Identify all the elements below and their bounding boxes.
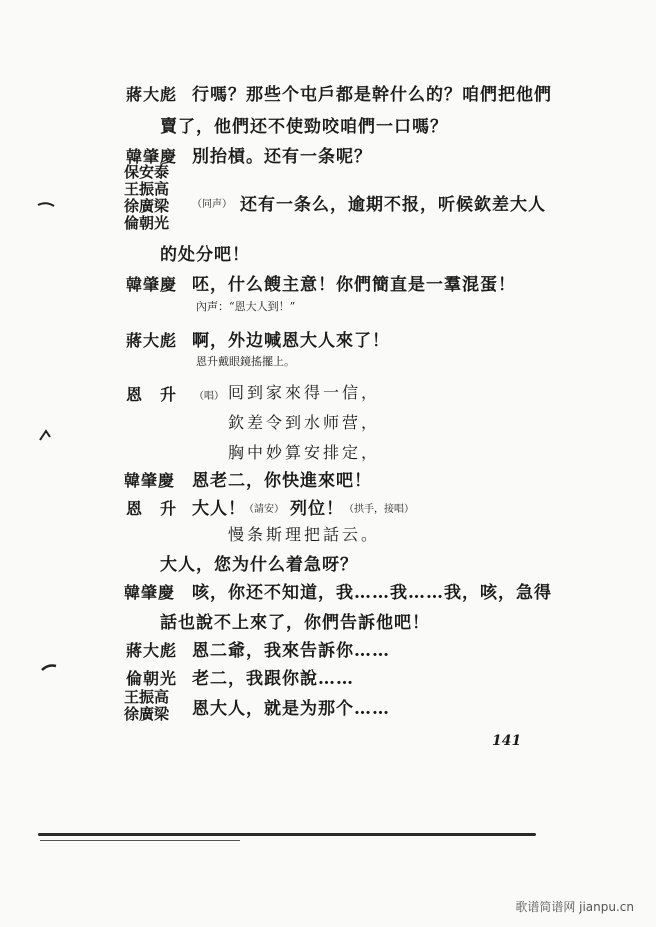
dialogue-line: 大人！ — [192, 499, 246, 519]
speaker-han: 韓肇慶 — [124, 471, 176, 490]
stage-direction: 恩升戴眼鏡搖擺上。 — [196, 355, 295, 368]
dialogue-line: 的处分吧！ — [160, 245, 250, 265]
dialogue-line: 行嗎？那些个屯戶都是幹什么的？咱們把他們 — [192, 85, 552, 105]
dialogue-line: 賣了，他們还不使勁咬咱們一口嗎？ — [160, 117, 448, 137]
margin-mark-2 — [38, 428, 52, 442]
speaker-jiang: 蔣大彪 — [126, 331, 178, 350]
speaker-jiang: 蔣大彪 — [126, 85, 178, 104]
dialogue-line: 恩大人，就是为那个…… — [192, 699, 390, 719]
sung-line: 囘到家來得一信， — [228, 383, 381, 402]
bottom-rule — [38, 833, 536, 836]
speaker-jiang: 蔣大彪 — [126, 641, 178, 660]
stage-note: （唱） — [194, 391, 224, 402]
stage-direction: 內声：“恩大人到！” — [196, 300, 296, 313]
dialogue-line: 話也說不上來了，你們告訴他吧！ — [160, 613, 430, 633]
dialogue-line: 列位！ — [290, 499, 344, 519]
margin-mark-3 — [40, 662, 58, 672]
speaker-group-four — [124, 164, 169, 232]
dialogue-line: 咳，你还不知道，我……我……我，咳，急得 — [192, 583, 552, 603]
page-number: 141 — [492, 733, 522, 749]
speaker-en: 恩 升 — [126, 499, 178, 518]
stage-note: （請安） — [244, 504, 284, 515]
sung-line: 慢条斯理把話云。 — [228, 525, 381, 544]
speaker-en: 恩 升 — [126, 385, 178, 404]
speaker-lun: 倫朝光 — [126, 669, 178, 688]
dialogue-line: 大人，您为什么着急呀？ — [160, 555, 358, 575]
speaker-han: 韓肇慶 — [126, 147, 178, 166]
margin-mark-1 — [36, 200, 56, 210]
speaker-name: 倫朝光 — [124, 214, 170, 232]
speaker-name: 徐廣梁 — [124, 197, 170, 215]
sung-line: 欽差令到水师营， — [228, 413, 381, 432]
dialogue-line: 恩老二，你快進來吧！ — [192, 471, 372, 491]
speaker-name: 保安泰 — [124, 163, 170, 181]
stage-note: （同声） — [192, 199, 232, 210]
dialogue-line: 老二，我跟你說…… — [192, 669, 354, 689]
speaker-group-two — [124, 689, 169, 723]
speaker-han: 韓肇慶 — [124, 583, 176, 602]
dialogue-line: 还有一条么，逾期不报，听候欽差大人 — [240, 195, 546, 215]
dialogue-line: 別抬槓。还有一条呢？ — [192, 147, 372, 167]
dialogue-line: 啊，外边喊恩大人來了！ — [192, 331, 390, 351]
stage-note: （拱手，接唱） — [344, 504, 414, 515]
speaker-name: 徐廣梁 — [124, 705, 170, 723]
bottom-rule-thin — [40, 840, 240, 841]
dialogue-line: 恩二爺，我來告訴你…… — [192, 641, 390, 661]
speaker-han: 韓肇慶 — [126, 275, 178, 294]
dialogue-line: 呸，什么餿主意！你們簡直是一羣混蛋！ — [192, 275, 516, 295]
sung-line: 胸中妙算安排定， — [228, 443, 381, 462]
watermark: 歌谱简谱网 jianpu.cn — [515, 900, 634, 914]
speaker-name: 王振高 — [124, 688, 170, 706]
speaker-name: 王振高 — [124, 180, 170, 198]
